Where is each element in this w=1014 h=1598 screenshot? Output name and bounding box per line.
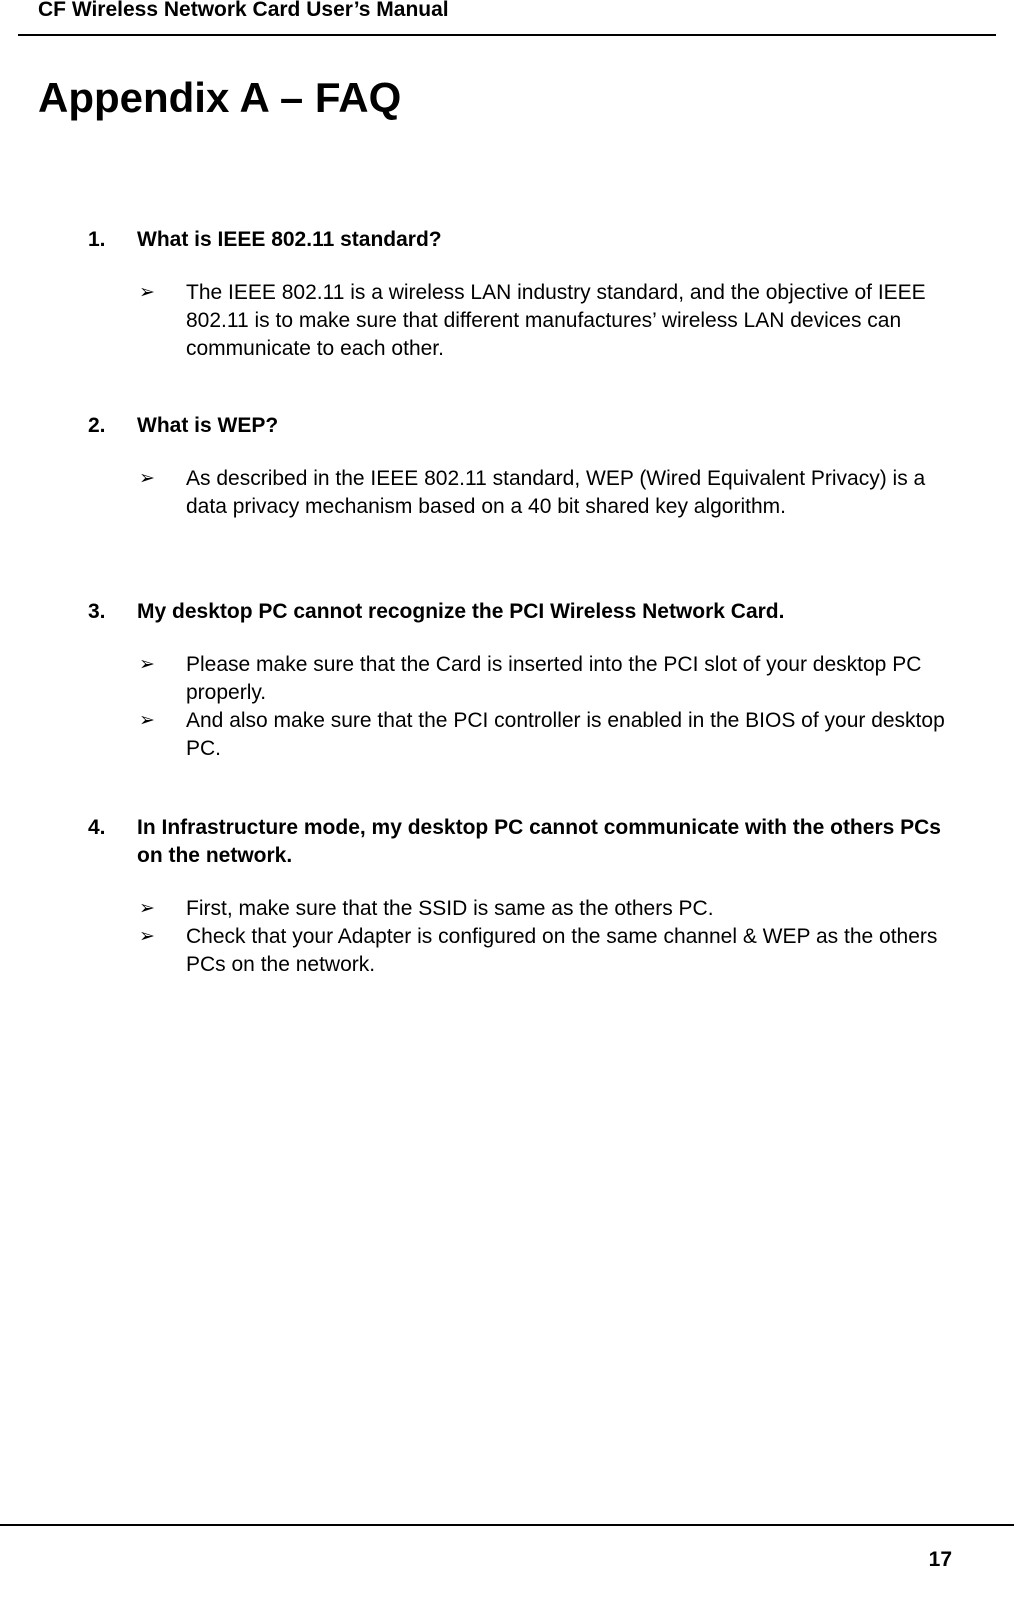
page-number: 17 xyxy=(928,1548,952,1571)
faq-answer-text: Please make sure that the Card is inserted into the PCI slot of your desktop PC properly. xyxy=(186,653,922,704)
faq-question xyxy=(88,814,968,870)
running-header-title: CF Wireless Network Card User’s Manual xyxy=(38,0,449,21)
page-title: Appendix A – FAQ xyxy=(38,74,402,121)
faq-answer xyxy=(139,651,969,707)
faq-answer-text: As described in the IEEE 802.11 standard, WEP (Wired Equivalent Privacy) is a data privacy mechanism based on a 40 bit shared key algorithm. xyxy=(186,467,926,518)
faq-answer xyxy=(139,895,969,923)
arrow-bullet-icon: ➢ xyxy=(139,710,155,731)
faq-answer xyxy=(139,707,969,763)
arrow-bullet-icon: ➢ xyxy=(139,654,155,675)
faq-answer xyxy=(139,279,969,363)
faq-question-text: In Infrastructure mode, my desktop PC cannot communicate with the others PCs on the network. xyxy=(137,816,941,867)
faq-question xyxy=(88,226,968,254)
faq-question-text: What is WEP? xyxy=(137,414,279,437)
header-rule xyxy=(18,34,996,36)
faq-answer xyxy=(139,465,969,521)
faq-answer-text: And also make sure that the PCI controller is enabled in the BIOS of your desktop PC. xyxy=(186,709,945,760)
faq-number: 4. xyxy=(88,816,106,839)
faq-question-text: What is IEEE 802.11 standard? xyxy=(137,228,442,251)
arrow-bullet-icon: ➢ xyxy=(139,282,155,303)
faq-answer-text: Check that your Adapter is configured on the same channel & WEP as the others PCs on the network. xyxy=(186,925,938,976)
footer-rule xyxy=(0,1524,1014,1526)
faq-question xyxy=(88,598,968,626)
arrow-bullet-icon: ➢ xyxy=(139,926,155,947)
faq-question-text: My desktop PC cannot recognize the PCI Wireless Network Card. xyxy=(137,600,785,623)
arrow-bullet-icon: ➢ xyxy=(139,468,155,489)
arrow-bullet-icon: ➢ xyxy=(139,898,155,919)
faq-answer-text: The IEEE 802.11 is a wireless LAN industry standard, and the objective of IEEE 802.11 is to make sure that different manufactures’ wireless LAN devices can communicate to each other. xyxy=(186,281,926,360)
faq-answer-text: First, make sure that the SSID is same as the others PC. xyxy=(186,897,714,920)
faq-number: 2. xyxy=(88,414,106,437)
faq-answer xyxy=(139,923,969,979)
faq-number: 3. xyxy=(88,600,106,623)
faq-number: 1. xyxy=(88,228,106,251)
faq-question xyxy=(88,412,968,440)
